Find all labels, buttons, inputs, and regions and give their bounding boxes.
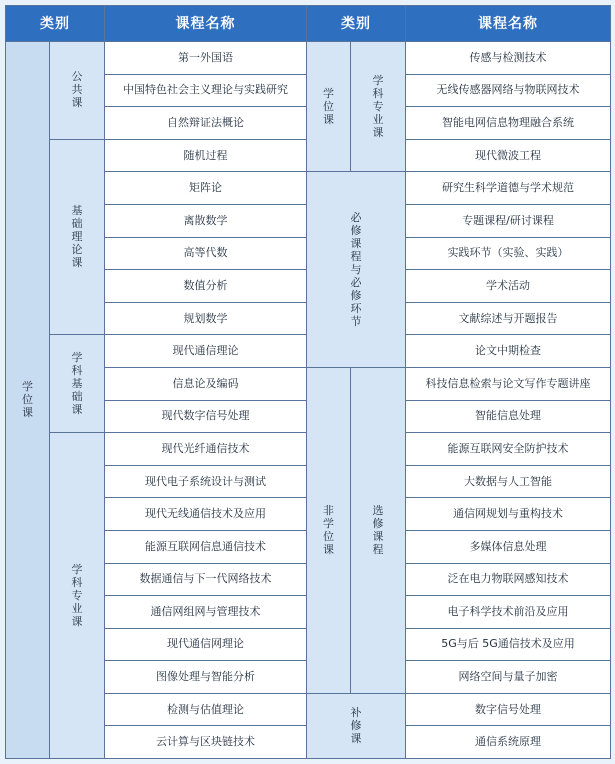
right-course: 网络空间与量子加密 <box>406 661 611 694</box>
right-course: 传感与检测技术 <box>406 42 611 75</box>
left-course: 云计算与区块链技术 <box>105 726 307 759</box>
left-group-discipline-major: 学科专业课 <box>50 433 105 759</box>
course-table-frame <box>5 5 610 757</box>
left-course: 现代通信理论 <box>105 335 307 368</box>
left-course: 信息论及编码 <box>105 367 307 400</box>
left-course: 现代无线通信技术及应用 <box>105 498 307 531</box>
right-course: 泛在电力物联网感知技术 <box>406 563 611 596</box>
left-course: 数值分析 <box>105 270 307 303</box>
right-course: 实践环节（实验、实践） <box>406 237 611 270</box>
header-right-category: 类别 <box>307 6 406 42</box>
left-course: 现代通信网理论 <box>105 628 307 661</box>
right-supplement-category: 补修课 <box>307 693 406 758</box>
left-course: 离散数学 <box>105 204 307 237</box>
left-course: 规划数学 <box>105 302 307 335</box>
right-course: 通信系统原理 <box>406 726 611 759</box>
header-right-course: 课程名称 <box>406 6 611 42</box>
left-course: 通信网组网与管理技术 <box>105 596 307 629</box>
right-nondegree-category: 非学位课 <box>307 367 351 693</box>
right-course: 5G与后 5G通信技术及应用 <box>406 628 611 661</box>
right-course: 能源互联网安全防护技术 <box>406 433 611 466</box>
left-group-foundation: 基础理论课 <box>50 139 105 335</box>
left-course: 检测与估值理论 <box>105 693 307 726</box>
course-table <box>5 5 611 759</box>
left-course: 第一外国语 <box>105 42 307 75</box>
left-course: 自然辩证法概论 <box>105 107 307 140</box>
right-course: 现代微波工程 <box>406 139 611 172</box>
left-course: 现代数字信号处理 <box>105 400 307 433</box>
left-course: 中国特色社会主义理论与实践研究 <box>105 74 307 107</box>
left-course: 能源互联网信息通信技术 <box>105 530 307 563</box>
right-course: 科技信息检索与论文写作专题讲座 <box>406 367 611 400</box>
right-course: 多媒体信息处理 <box>406 530 611 563</box>
left-course: 随机过程 <box>105 139 307 172</box>
header-left-course: 课程名称 <box>105 6 307 42</box>
right-course: 无线传感器网络与物联网技术 <box>406 74 611 107</box>
right-course: 电子科学技术前沿及应用 <box>406 596 611 629</box>
left-course: 图像处理与智能分析 <box>105 661 307 694</box>
right-degree-sub: 学科专业课 <box>351 42 406 172</box>
right-course: 论文中期检查 <box>406 335 611 368</box>
left-course: 矩阵论 <box>105 172 307 205</box>
right-course: 智能电网信息物理融合系统 <box>406 107 611 140</box>
header-left-category: 类别 <box>6 6 105 42</box>
left-course: 高等代数 <box>105 237 307 270</box>
header-row <box>6 6 611 42</box>
right-course: 学术活动 <box>406 270 611 303</box>
left-group-discipline-basic: 学科基础课 <box>50 335 105 433</box>
right-degree-category: 学位课 <box>307 42 351 172</box>
right-course: 通信网规划与重构技术 <box>406 498 611 531</box>
right-course: 数字信号处理 <box>406 693 611 726</box>
left-course: 现代光纤通信技术 <box>105 433 307 466</box>
left-group-public: 公共课 <box>50 42 105 140</box>
table-row <box>6 42 611 75</box>
left-course: 现代电子系统设计与测试 <box>105 465 307 498</box>
right-nondegree-sub: 选修课程 <box>351 367 406 693</box>
right-course: 智能信息处理 <box>406 400 611 433</box>
left-top-category: 学位课 <box>6 42 50 759</box>
left-course: 数据通信与下一代网络技术 <box>105 563 307 596</box>
right-required-category: 必修课程与必修环节 <box>307 172 406 368</box>
right-course: 文献综述与开题报告 <box>406 302 611 335</box>
right-course: 研究生科学道德与学术规范 <box>406 172 611 205</box>
right-course: 大数据与人工智能 <box>406 465 611 498</box>
right-course: 专题课程/研讨课程 <box>406 204 611 237</box>
